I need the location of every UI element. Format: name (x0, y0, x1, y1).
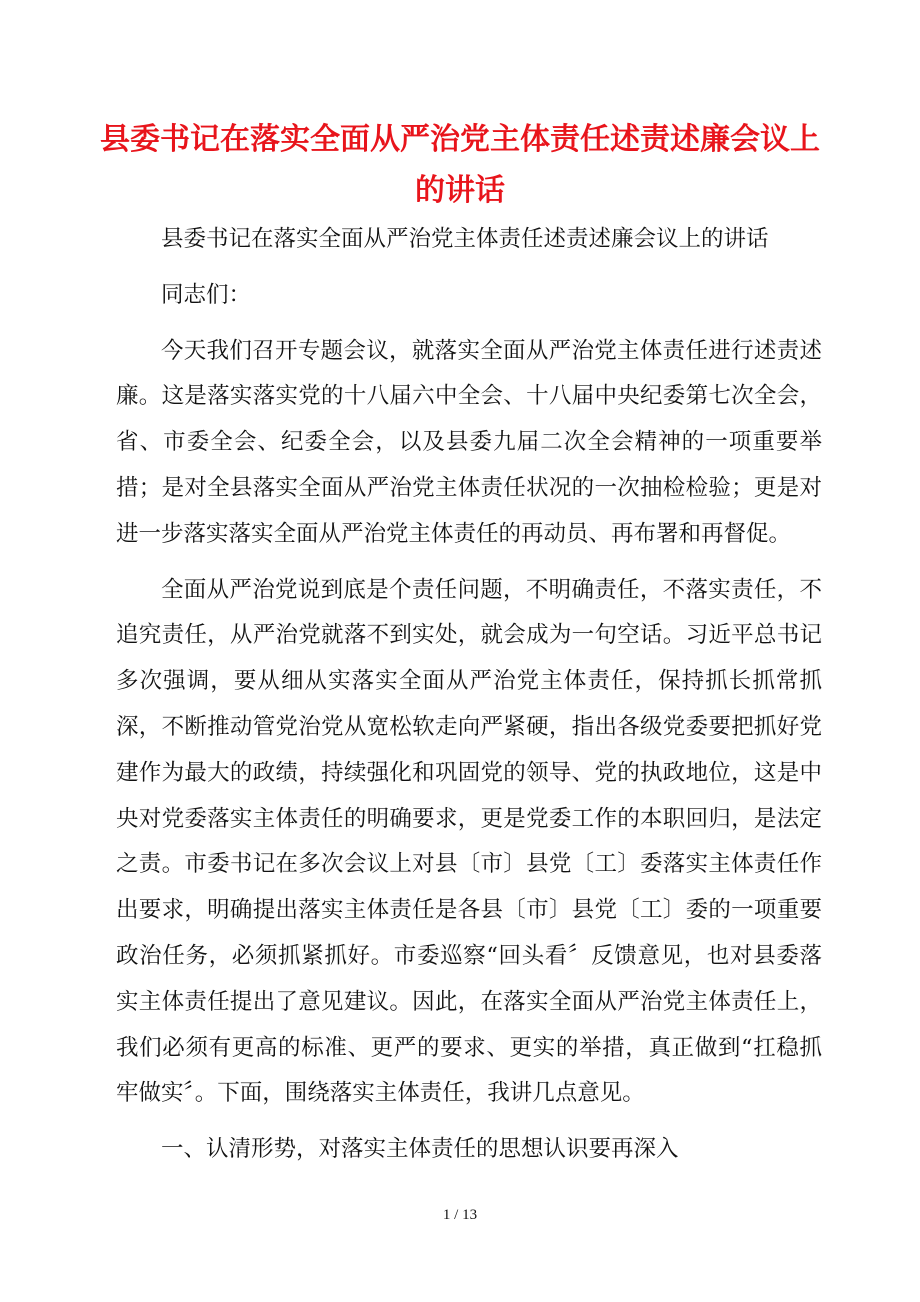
document-body (116, 217, 822, 1183)
body-paragraph: 全面从严治党说到底是个责任问题，不明确责任，不落实责任，不追究责任，从严治党就落不到实处，就会成为一句空话。习近平总书记多次强调，要从细从实落实全面从严治党主体责任，保持抓长抓常抓深，不断推动管党治党从宽松软走向严紧硬，指出各级党委要把抓好党建作为最大的政绩，持续强化和巩固党的领导、党的执政地位，这是中央对党委落实主体责任的明确要求，更是党委工作的本职回归，是法定之责。市委书记在多次会议上对县〔市〕县党〔工〕委落实主体责任作出要求，明确提出落实主体责任是各县〔市〕县党〔工〕委的一项重要政治任务，必须抓紧抓好。市委巡察“回头看〞反馈意见，也对县委落实主体责任提出了意见建议。因此，在落实全面从严治党主体责任上，我们必须有更高的标准、更严的要求、更实的举措，真正做到“扛稳抓牢做实〞。下面，围绕落实主体责任，我讲几点意见。 (116, 576, 822, 1107)
title-line-1: 县委书记在落实全面从严治党主体责任述责述廉会议上 (100, 122, 820, 157)
section-heading: 一、认清形势，对落实主体责任的思想认识要再深入 (161, 1136, 679, 1163)
document-title (100, 114, 820, 216)
body-paragraph: 今天我们召开专题会议，就落实全面从严治党主体责任进行述责述廉。这是落实落实党的十八届六中全会、十八届中央纪委第七次全会，省、市委全会、纪委全会，以及县委九届二次全会精神的一项重要举措；是对全县落实全面从严治党主体责任状况的一次抽检检验；更是对进一步落实落实全面从严治党主体责任的再动员、再布署和再督促。 (116, 337, 822, 547)
title-line-2: 的讲话 (415, 173, 505, 208)
page-number: 1 / 13 (442, 1207, 478, 1223)
subtitle-paragraph: 县委书记在落实全面从严治党主体责任述责述廉会议上的讲话 (161, 226, 769, 252)
salutation-paragraph: 同志们： (161, 281, 252, 308)
